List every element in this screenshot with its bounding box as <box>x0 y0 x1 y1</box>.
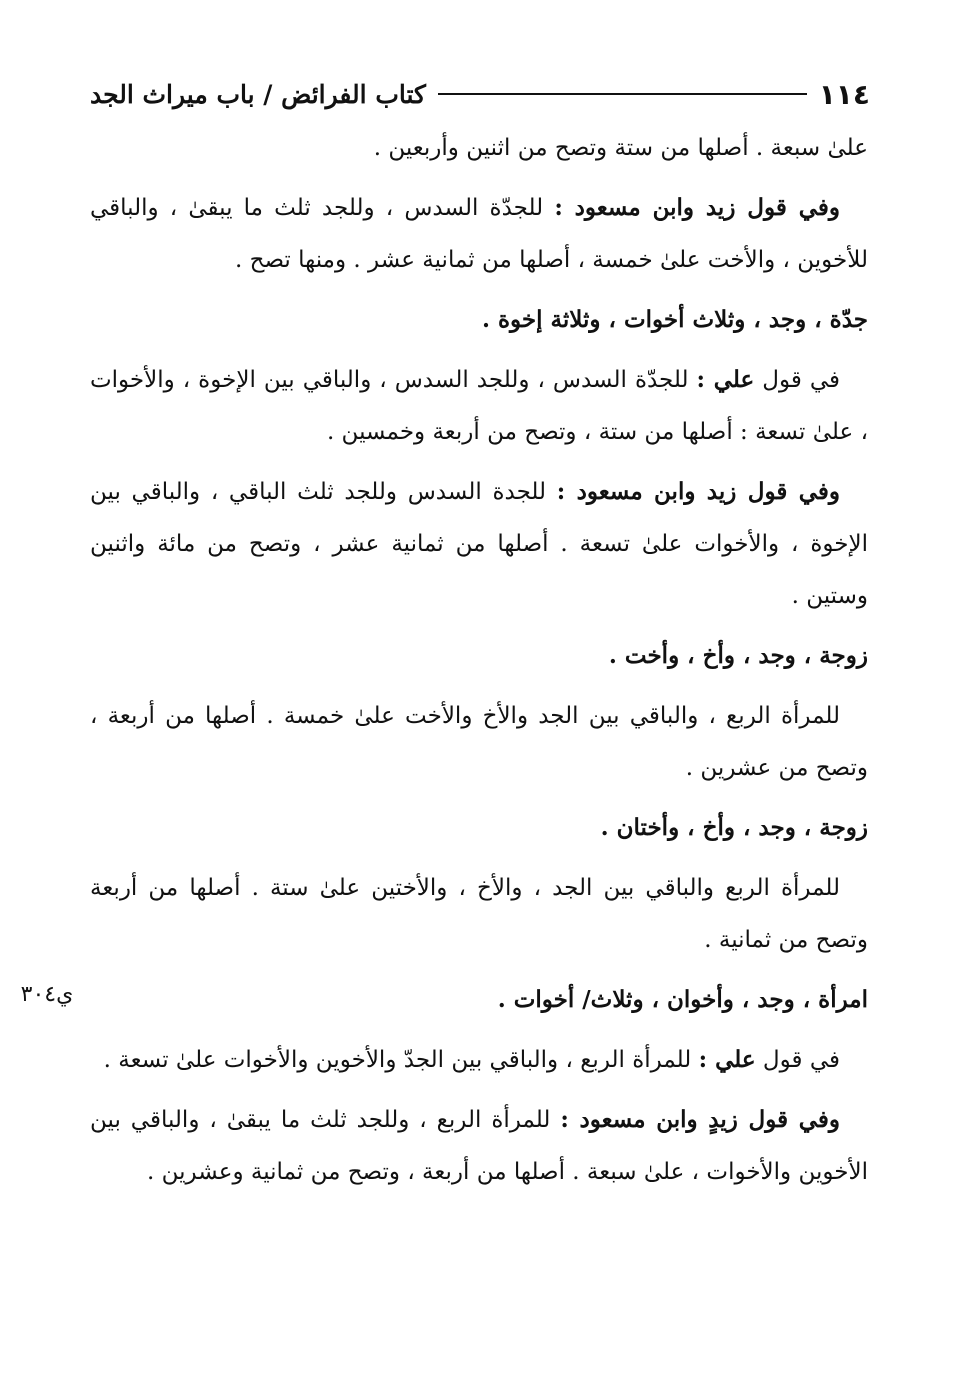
case-heading-text: زوجة ، وجد ، وأخ ، وأخت . <box>608 642 868 669</box>
body-paragraph <box>90 862 868 966</box>
case-heading-text: جدّة ، وجد ، وثلاث أخوات ، وثلاثة إخوة . <box>481 306 868 333</box>
running-header <box>90 72 870 116</box>
page-body <box>90 122 868 1206</box>
paragraph-text: علىٰ سبعة . أصلها من ستة وتصح من اثنين وأربعين . <box>373 135 868 161</box>
header-title: كتاب الفرائض / باب ميراث الجد <box>90 79 426 109</box>
case-heading-text: زوجة ، وجد ، وأخ ، وأختان . <box>600 814 868 841</box>
paragraph-lead: علي : <box>698 1046 756 1073</box>
case-heading-text: امرأة ، وجد ، وأخوان ، وثلاث/ أخوات . <box>497 986 868 1013</box>
header-rule <box>438 93 807 95</box>
paragraph-lead: علي : <box>696 366 755 393</box>
body-paragraph <box>90 354 868 458</box>
paragraph-text: للمرأة الربع ، وللجد ثلث ما يبقىٰ ، والباقي بين الأخوين والأخوات ، علىٰ سبعة . أصلها من أربعة ، وتصح من ثمانية وعشرين . <box>90 1107 868 1185</box>
paragraph-lead: وفي قول زيدٍ وابن مسعود : <box>560 1106 840 1133</box>
paragraph-lead: وفي قول زيد وابن مسعود : <box>554 194 840 221</box>
case-heading <box>90 630 868 682</box>
case-heading <box>90 974 868 1026</box>
body-paragraph <box>90 122 868 174</box>
case-heading <box>90 802 868 854</box>
paragraph-prefix: في قول <box>754 367 840 393</box>
margin-note: ي٣٠٤ <box>20 982 74 1007</box>
body-paragraph <box>90 1034 868 1086</box>
body-paragraph <box>90 182 868 286</box>
paragraph-text: للجدّة السدس ، وللجد ثلث ما يبقىٰ ، والباقي للأخوين ، والأخت علىٰ خمسة ، أصلها من ثمانية عشر . ومنها تصح . <box>90 195 868 273</box>
body-paragraph <box>90 466 868 622</box>
case-heading <box>90 294 868 346</box>
paragraph-text: للمرأة الربع ، والباقي بين الجدّ والأخوين والأخوات علىٰ تسعة . <box>103 1047 699 1073</box>
paragraph-text: للمرأة الربع والباقي بين الجد ، والأخ ، والأختين علىٰ ستة . أصلها من أربعة وتصح من ثمانية . <box>90 875 868 953</box>
page-number: ١١٤ <box>818 77 870 111</box>
paragraph-text: للمرأة الربع ، والباقي بين الجد والأخ والأخت علىٰ خمسة . أصلها من أربعة ، وتصح من عشرين . <box>90 703 868 781</box>
body-paragraph <box>90 1094 868 1198</box>
paragraph-prefix: في قول <box>755 1047 840 1073</box>
paragraph-lead: وفي قول زيد وابن مسعود : <box>556 478 840 505</box>
body-paragraph <box>90 690 868 794</box>
paragraph-text: للجدّة السدس ، وللجد السدس ، والباقي بين الإخوة ، والأخوات ، علىٰ تسعة : أصلها من ستة ، وتصح من أربعة وخمسين . <box>90 367 868 445</box>
paragraph-text: للجدة السدس وللجد ثلث الباقي ، والباقي بين الإخوة ، والأخوات علىٰ تسعة . أصلها من ثمانية عشر ، وتصح من مائة واثنين وستين . <box>90 479 868 609</box>
